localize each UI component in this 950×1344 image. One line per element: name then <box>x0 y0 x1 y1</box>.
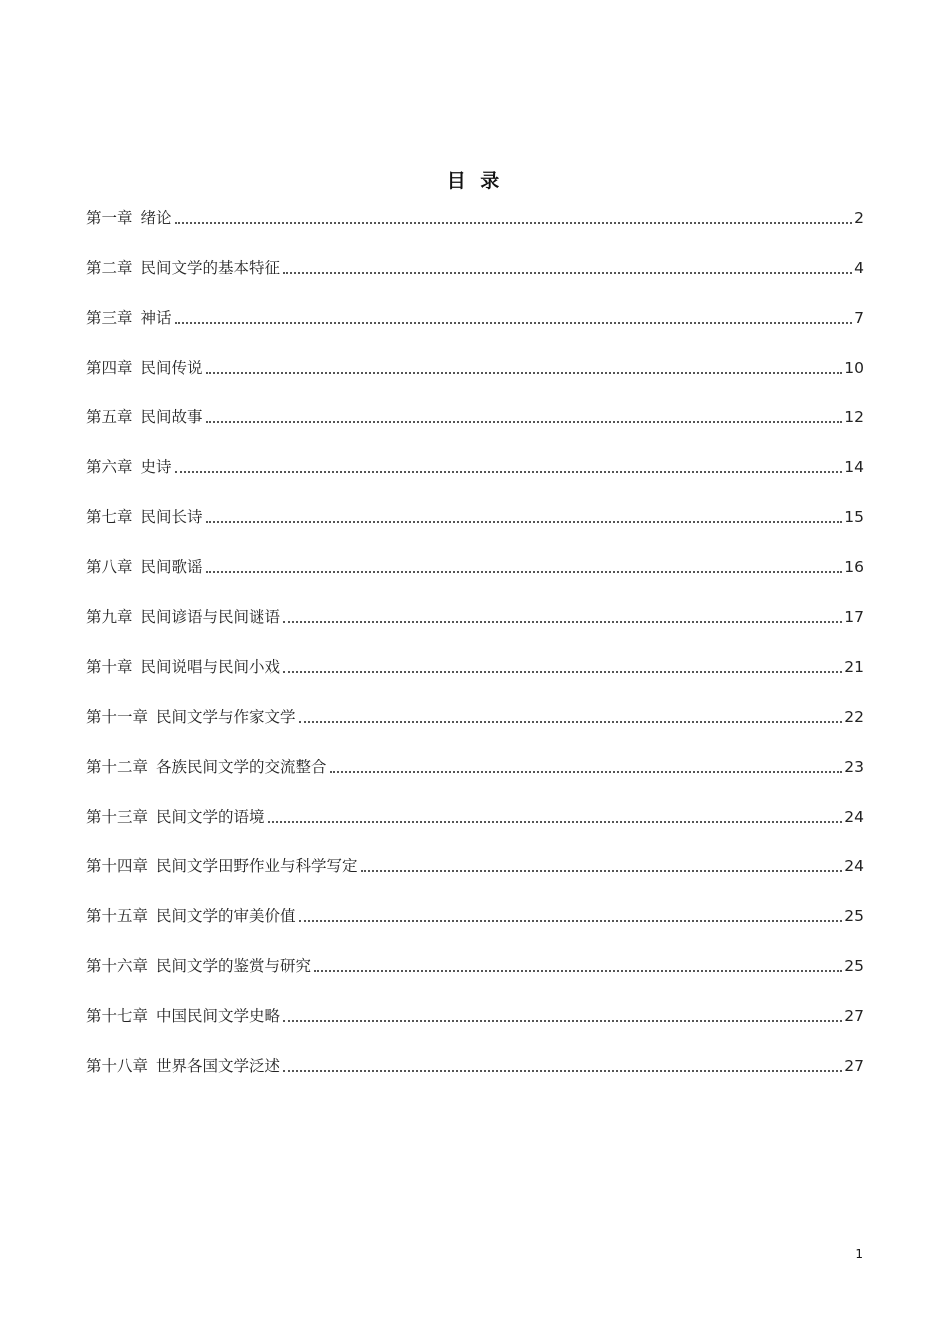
toc-entry[interactable] <box>86 204 864 254</box>
toc-dot-leader <box>283 270 852 274</box>
toc-chapter-number: 第六章 <box>86 458 133 477</box>
toc-entry[interactable] <box>86 703 864 753</box>
toc-page-number: 10 <box>844 358 864 377</box>
toc-dot-leader <box>283 1068 842 1072</box>
toc-chapter-number: 第一章 <box>86 208 133 227</box>
toc-dot-leader <box>268 819 843 823</box>
toc-entry[interactable] <box>86 553 864 603</box>
toc-entry[interactable] <box>86 603 864 653</box>
toc-dot-leader <box>314 968 842 972</box>
toc-chapter-heading: 民间故事 <box>140 408 203 427</box>
toc-page-number: 16 <box>844 558 864 577</box>
toc-chapter-heading: 民间文学田野作业与科学写定 <box>156 857 358 876</box>
toc-page-number: 25 <box>844 907 864 926</box>
page-number: 1 <box>855 1247 863 1261</box>
toc-page-number: 15 <box>844 508 864 527</box>
toc-chapter-heading: 民间长诗 <box>140 508 203 527</box>
toc-chapter-number: 第十二章 <box>86 757 149 776</box>
toc-chapter-number: 第十七章 <box>86 1007 149 1026</box>
toc-entry[interactable] <box>86 254 864 304</box>
toc-entry[interactable] <box>86 653 864 703</box>
toc-entry[interactable] <box>86 354 864 404</box>
toc-entry[interactable] <box>86 1002 864 1052</box>
toc-entry[interactable] <box>86 952 864 1002</box>
toc-chapter-heading: 民间歌谣 <box>140 558 203 577</box>
toc-chapter-heading: 民间说唱与民间小戏 <box>140 657 281 676</box>
toc-chapter-number: 第十四章 <box>86 857 149 876</box>
toc-chapter-number: 第三章 <box>86 308 133 327</box>
toc-page-number: 24 <box>844 857 864 876</box>
toc-chapter-number: 第二章 <box>86 258 133 277</box>
toc-chapter-heading: 各族民间文学的交流整合 <box>156 757 327 776</box>
toc-chapter-heading: 民间文学与作家文学 <box>156 707 296 726</box>
toc-page-number: 17 <box>844 608 864 627</box>
toc-chapter-number: 第十一章 <box>86 707 149 726</box>
toc-chapter-heading: 民间文学的基本特征 <box>140 258 281 277</box>
toc-chapter-number: 第十三章 <box>86 807 149 826</box>
toc-dot-leader <box>361 868 843 872</box>
toc-chapter-number: 第十五章 <box>86 907 149 926</box>
toc-entry[interactable] <box>86 902 864 952</box>
toc-page-number: 23 <box>844 757 864 776</box>
toc-page-number: 12 <box>844 408 864 427</box>
toc-page-number: 22 <box>844 707 864 726</box>
toc-chapter-heading: 史诗 <box>140 458 172 477</box>
toc-chapter-number: 第五章 <box>86 408 133 427</box>
toc-chapter-number: 第八章 <box>86 558 133 577</box>
toc-dot-leader <box>299 719 843 723</box>
toc-entry[interactable] <box>86 803 864 853</box>
toc-chapter-heading: 民间文学的鉴赏与研究 <box>156 957 312 976</box>
toc-dot-leader <box>175 220 853 224</box>
toc-chapter-heading: 民间传说 <box>140 358 203 377</box>
toc-chapter-heading: 世界各国文学泛述 <box>156 1057 281 1076</box>
toc-chapter-heading: 民间文学的语境 <box>156 807 265 826</box>
toc-title: 目 录 <box>446 170 504 192</box>
toc-dot-leader <box>206 419 843 423</box>
toc-entry[interactable] <box>86 404 864 454</box>
toc-dot-leader <box>206 370 843 374</box>
toc-chapter-number: 第七章 <box>86 508 133 527</box>
toc-entry[interactable] <box>86 453 864 503</box>
toc-page-number: 27 <box>844 1057 864 1076</box>
toc-page-number: 7 <box>854 308 864 327</box>
toc-dot-leader <box>206 569 843 573</box>
toc-chapter-heading: 神话 <box>140 308 172 327</box>
toc-chapter-number: 第十章 <box>86 657 133 676</box>
toc-chapter-number: 第十八章 <box>86 1057 149 1076</box>
toc-chapter-heading: 中国民间文学史略 <box>156 1007 281 1026</box>
toc-chapter-number: 第十六章 <box>86 957 149 976</box>
toc-dot-leader <box>175 320 853 324</box>
toc-dot-leader <box>299 918 843 922</box>
toc-dot-leader <box>206 519 843 523</box>
toc-dot-leader <box>283 669 842 673</box>
toc-entry[interactable] <box>86 753 864 803</box>
toc-chapter-number: 第九章 <box>86 608 133 627</box>
toc-page-number: 25 <box>844 957 864 976</box>
toc-page-number: 4 <box>854 258 864 277</box>
toc-dot-leader <box>283 619 842 623</box>
toc-entry[interactable] <box>86 853 864 903</box>
toc-entry[interactable] <box>86 503 864 553</box>
toc-page-number: 14 <box>844 458 864 477</box>
toc-page-number: 21 <box>844 657 864 676</box>
toc-dot-leader <box>283 1018 842 1022</box>
toc-page-number: 2 <box>854 208 864 227</box>
toc-dot-leader <box>330 769 843 773</box>
toc-entry[interactable] <box>86 1052 864 1102</box>
toc-page-number: 27 <box>844 1007 864 1026</box>
toc-entry[interactable] <box>86 304 864 354</box>
toc-list <box>86 204 864 1102</box>
toc-chapter-heading: 民间文学的审美价值 <box>156 907 296 926</box>
toc-page-number: 24 <box>844 807 864 826</box>
toc-chapter-heading: 民间谚语与民间谜语 <box>140 608 281 627</box>
toc-dot-leader <box>175 469 843 473</box>
toc-chapter-heading: 绪论 <box>140 208 172 227</box>
toc-chapter-number: 第四章 <box>86 358 133 377</box>
